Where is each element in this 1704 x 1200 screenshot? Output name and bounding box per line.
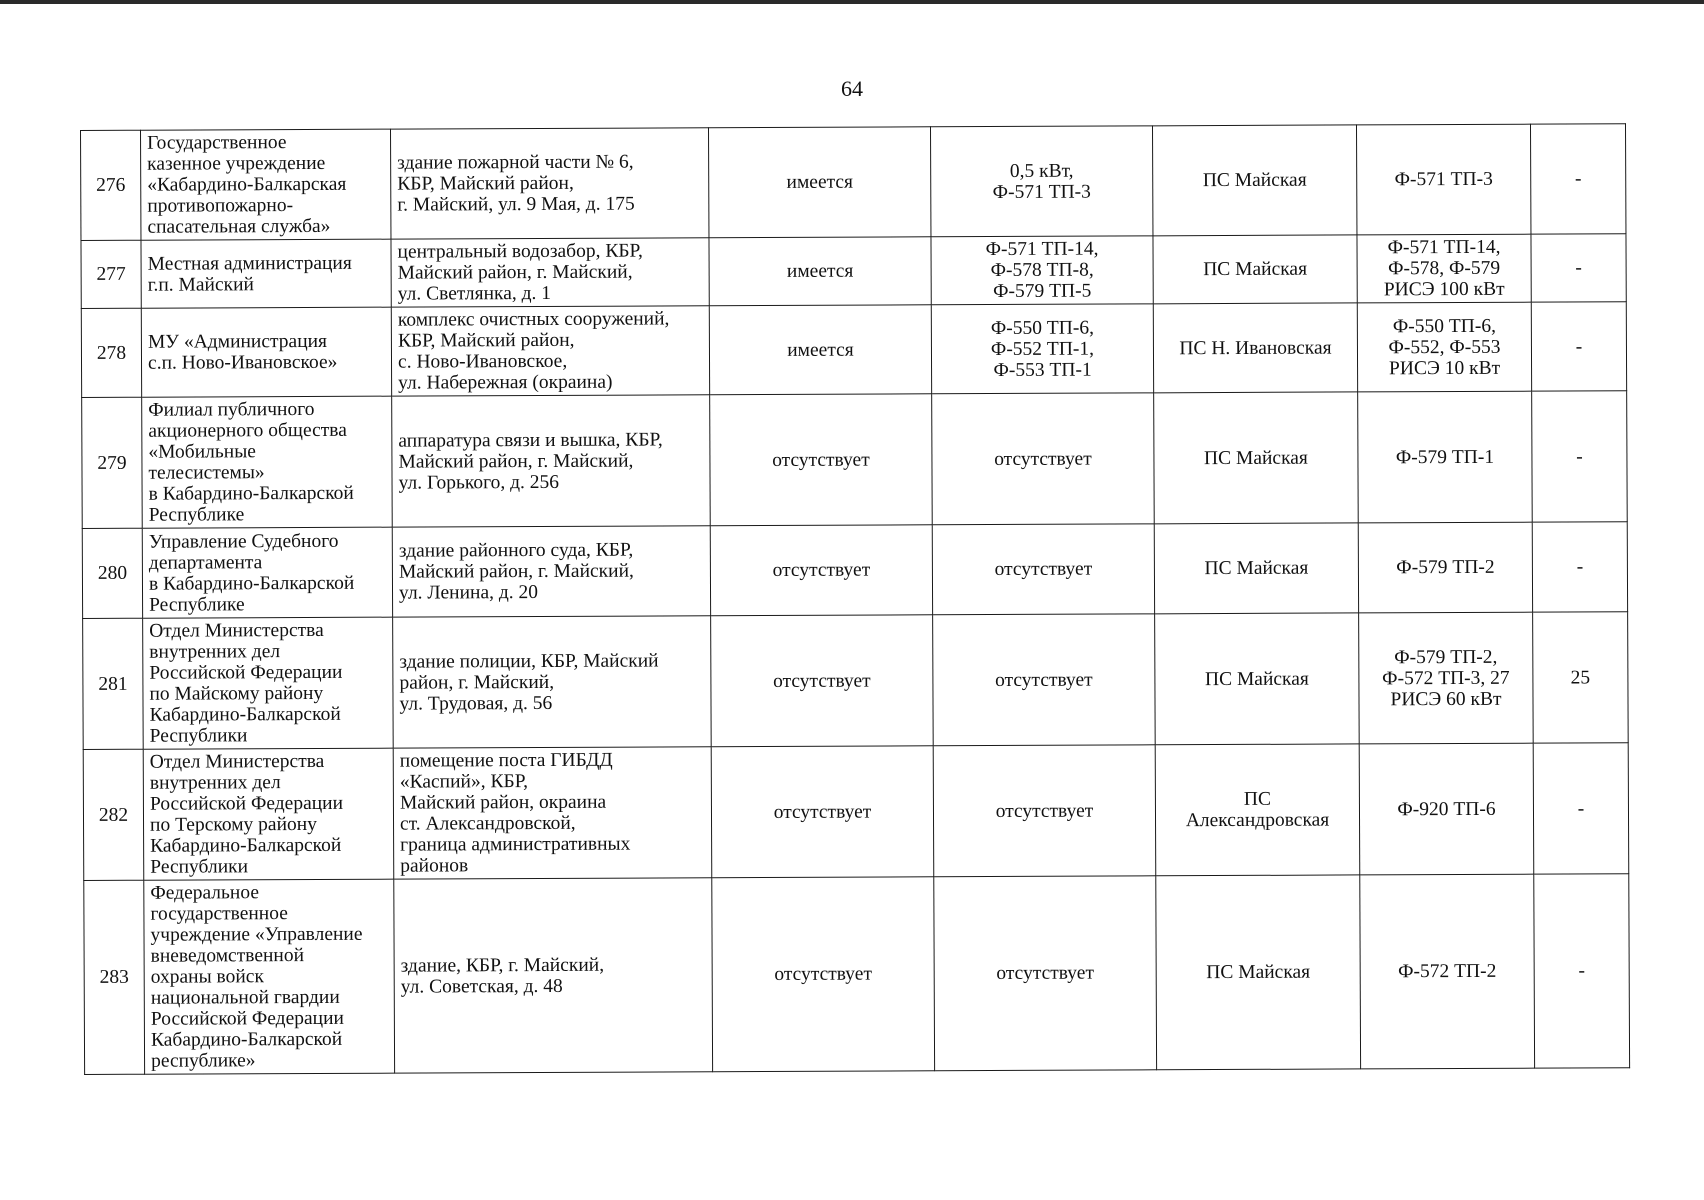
cell-text-line: Отдел Министерства [149, 750, 325, 773]
table-row [81, 234, 1626, 309]
cell-text-line: ПС Майская [1203, 258, 1308, 281]
feeder-cell [1356, 124, 1530, 235]
cell-text-line: КБР, Майский район, [397, 329, 575, 352]
cell-text-line: национальной гвардии [150, 986, 340, 1009]
cell-text-line: департамента [148, 551, 263, 574]
cell-text-line: государственное [150, 903, 288, 925]
cell-text-line: ПС Н. Ивановская [1179, 337, 1332, 359]
cell-text-line: здание пожарной части № 6, [397, 151, 634, 174]
feeder-cell [1359, 612, 1534, 744]
cell-text-line: ул. Горького, д. 256 [398, 471, 560, 494]
cell-text-line: внутренних дел [149, 772, 281, 794]
cell-text-line: г.п. Майский [147, 273, 255, 296]
address-cell [394, 878, 713, 1073]
cell-text-line: ул. Набережная (окраина) [398, 371, 613, 394]
organization-cell [142, 396, 393, 528]
address-cell [391, 238, 709, 307]
cell-text-line: Местная администрация [147, 252, 352, 275]
row-number-cell: 281 [83, 618, 144, 749]
cell-text-line: Кабардино-Балкарской [149, 703, 341, 726]
status-cell [712, 877, 935, 1072]
table-row [83, 743, 1629, 881]
cell-text-line: имеется [786, 171, 854, 193]
cell-text-line: имеется [787, 339, 854, 361]
row-number-cell: 282 [83, 749, 144, 880]
extra-cell [1530, 124, 1625, 234]
table-row [81, 302, 1626, 398]
cell-text-line: Ф-579 ТП-1 [1395, 446, 1495, 468]
address-cell [391, 306, 709, 396]
cell-text-line: комплекс очистных сооружений, [397, 308, 670, 331]
data-table [80, 123, 1630, 1075]
cell-text-line: ул. Светлянка, д. 1 [397, 282, 552, 305]
cell-text-line: отсутствует [996, 962, 1095, 985]
power-cell [931, 304, 1153, 394]
cell-text-line: ПС Майская [1206, 961, 1311, 984]
substation-cell [1152, 125, 1356, 236]
row-number-cell: 278 [81, 308, 141, 397]
cell-text-line: ПС [1243, 788, 1272, 810]
cell-text-line: ул. Трудовая, д. 56 [399, 692, 553, 715]
cell-text-line: в Кабардино-Балкарской [148, 572, 355, 595]
cell-text-line: Ф-550 ТП-6, [1392, 315, 1496, 337]
cell-text-line: 25 [1570, 666, 1591, 689]
cell-text-line: - [1577, 797, 1585, 819]
substation-cell [1155, 744, 1360, 876]
cell-text-line: по Майскому району [149, 682, 324, 705]
cell-text-line: Ф-572 ТП-2 [1397, 960, 1497, 983]
cell-text-line: Майский район, г. Майский, [398, 450, 634, 473]
cell-text-line: Кабардино-Балкарской [150, 834, 342, 857]
cell-text-line: Кабардино-Балкарской [150, 1028, 343, 1051]
row-number-cell: 283 [84, 880, 145, 1074]
status-cell [711, 615, 934, 747]
feeder-cell [1359, 743, 1534, 875]
extra-cell [1533, 612, 1629, 743]
cell-text-line: - [1576, 445, 1583, 467]
extra-cell [1532, 391, 1628, 522]
organization-cell [141, 239, 391, 308]
cell-text-line: Российской Федерации [150, 1007, 345, 1030]
cell-text-line: РИСЭ 100 кВт [1383, 278, 1505, 301]
cell-text-line: отсутствует [995, 800, 1094, 822]
address-cell [393, 747, 712, 879]
cell-text-line: Российской Федерации [149, 792, 344, 815]
cell-text-line: Республике [148, 504, 245, 526]
cell-text-line: граница административных [400, 833, 631, 856]
cell-text-line: «Каспий», КБР, [399, 771, 529, 793]
cell-text-line: Ф-571 ТП-14, [985, 238, 1099, 261]
status-cell [709, 305, 931, 395]
cell-text-line: Майский район, г. Майский, [398, 560, 634, 583]
cell-text-line: РИСЭ 60 кВт [1390, 688, 1502, 710]
cell-text-line: Майский район, г. Майский, [397, 261, 633, 284]
organization-cell [144, 879, 395, 1074]
substation-cell [1153, 303, 1357, 393]
cell-text-line: Ф-552 ТП-1, [990, 338, 1095, 360]
cell-text-line: в Кабардино-Балкарской [148, 482, 354, 505]
cell-text-line: Ф-579 ТП-5 [993, 280, 1092, 303]
substation-cell [1154, 523, 1358, 614]
cell-text-line: отсутствует [772, 559, 871, 581]
cell-text-line: отсутствует [995, 669, 1093, 691]
cell-text-line: Ф-579 ТП-2, [1394, 646, 1498, 668]
organization-cell [142, 527, 392, 618]
power-cell [934, 876, 1157, 1071]
cell-text-line: Федеральное [150, 882, 260, 904]
cell-text-line: Ф-578 ТП-8, [990, 259, 1094, 282]
table-row [81, 124, 1626, 241]
power-cell [932, 524, 1154, 615]
power-cell [933, 745, 1156, 877]
organization-cell [143, 617, 394, 749]
organization-cell [141, 129, 391, 240]
extra-cell [1531, 302, 1626, 391]
cell-text-line: - [1575, 335, 1583, 357]
cell-text-line: районов [400, 855, 469, 877]
table-row [84, 874, 1630, 1075]
cell-text-line: ул. Ленина, д. 20 [398, 582, 539, 604]
substation-cell [1155, 613, 1360, 745]
cell-text-line: Республики [150, 856, 249, 878]
cell-text-line: спасательная служба» [147, 215, 331, 238]
cell-text-line: отсутствует [773, 801, 872, 823]
cell-text-line: по Терскому району [149, 813, 317, 836]
cell-text-line: центральный водозабор, КБР, [397, 240, 643, 263]
power-cell [932, 393, 1155, 525]
row-number-cell: 279 [82, 397, 143, 528]
cell-text-line: Александровская [1185, 809, 1330, 832]
cell-text-line: Республике [149, 593, 245, 616]
feeder-cell [1357, 234, 1531, 303]
cell-text-line: аппаратура связи и вышка, КБР, [398, 428, 663, 452]
organization-cell [143, 748, 394, 880]
cell-text-line: имеется [786, 260, 854, 282]
cell-text-line: помещение поста ГИБДД [399, 749, 613, 772]
cell-text-line: ст. Александровской, [399, 812, 576, 835]
cell-text-line: отсутствует [994, 558, 1093, 581]
extra-cell [1532, 522, 1627, 612]
cell-text-line: охраны войск [150, 966, 264, 988]
cell-text-line: акционерного общества [148, 419, 347, 442]
cell-text-line: Ф-553 ТП-1 [993, 359, 1092, 381]
cell-text-line: отсутствует [772, 449, 870, 471]
status-cell [710, 394, 933, 526]
page-number: 64 [841, 76, 863, 101]
cell-text-line: КБР, Майский район, [397, 172, 574, 195]
cell-text-line: Ф-552, Ф-553 [1388, 336, 1501, 358]
cell-text-line: вневедомственной [150, 945, 305, 967]
cell-text-line: здание районного суда, КБР, [398, 539, 634, 562]
cell-text-line: Ф-572 ТП-3, 27 [1382, 667, 1510, 689]
extra-cell [1531, 234, 1626, 302]
feeder-cell [1360, 874, 1535, 1069]
address-cell [390, 128, 708, 239]
cell-text-line: Республики [149, 725, 248, 747]
cell-text-line: ПС Майская [1203, 447, 1308, 469]
table-row [82, 391, 1628, 529]
cell-text-line: учреждение «Управление [150, 923, 363, 946]
cell-text-line: противопожарно- [147, 195, 294, 217]
cell-text-line: телесистемы» [148, 462, 265, 484]
power-cell [930, 126, 1152, 237]
feeder-cell [1358, 522, 1532, 613]
status-cell [709, 237, 931, 306]
cell-text-line: - [1576, 556, 1584, 578]
cell-text-line: Управление Судебного [148, 530, 339, 553]
extra-cell [1534, 874, 1630, 1068]
substation-cell [1154, 392, 1359, 524]
row-number-cell: 276 [81, 130, 141, 240]
cell-text-line: здание, КБР, г. Майский, [400, 954, 605, 977]
cell-text-line: Ф-571 ТП-3 [992, 181, 1091, 203]
cell-text-line: ул. Советская, д. 48 [400, 975, 563, 998]
cell-text-line: казенное учреждение [147, 152, 326, 175]
extra-cell [1533, 743, 1629, 874]
scan-top-edge [0, 0, 1704, 4]
cell-text-line: Ф-920 ТП-6 [1397, 798, 1496, 820]
cell-text-line: с. Ново-Ивановское, [397, 350, 568, 373]
substation-cell [1153, 235, 1357, 304]
cell-text-line: МУ «Администрация [147, 330, 328, 353]
cell-text-line: Филиал публичного [148, 398, 315, 421]
cell-text-line: Ф-578, Ф-579 [1388, 257, 1501, 280]
power-cell [931, 236, 1153, 305]
cell-text-line: Ф-571 ТП-14, [1387, 236, 1501, 259]
table-row [82, 522, 1627, 619]
cell-text-line: ПС Майская [1204, 557, 1309, 580]
cell-text-line: «Мобильные [148, 441, 256, 463]
address-cell [392, 395, 711, 527]
organization-cell [141, 307, 391, 397]
power-cell [933, 614, 1156, 746]
row-number-cell: 277 [81, 240, 141, 308]
address-cell [393, 616, 712, 748]
cell-text-line: Государственное [147, 132, 287, 154]
status-cell [711, 746, 934, 878]
cell-text-line: внутренних дел [149, 641, 281, 663]
cell-text-line: «Кабардино-Балкарская [147, 173, 347, 196]
cell-text-line: отсутствует [774, 963, 873, 985]
cell-text-line: г. Майский, ул. 9 Мая, д. 175 [397, 193, 635, 216]
address-cell [392, 526, 710, 617]
cell-text-line: 0,5 кВт, [1009, 160, 1074, 182]
feeder-cell [1358, 391, 1533, 523]
cell-text-line: РИСЭ 10 кВт [1388, 357, 1501, 379]
feeder-cell [1357, 302, 1531, 392]
cell-text-line: Ф-550 ТП-6, [990, 317, 1094, 339]
cell-text-line: отсутствует [773, 670, 871, 692]
substation-cell [1156, 875, 1361, 1070]
cell-text-line: ПС Майская [1204, 668, 1309, 690]
cell-text-line: район, г. Майский, [399, 671, 555, 694]
cell-text-line: Российской Федерации [149, 661, 343, 684]
cell-text-line: с.п. Ново-Ивановское» [147, 351, 338, 374]
cell-text-line: ПС Майская [1202, 169, 1307, 192]
cell-text-line: Ф-579 ТП-2 [1396, 556, 1495, 579]
cell-text-line: Отдел Министерства [149, 619, 324, 642]
status-cell [708, 127, 930, 238]
cell-text-line: отсутствует [994, 448, 1092, 470]
cell-text-line: - [1578, 960, 1585, 982]
cell-text-line: - [1575, 257, 1582, 279]
status-cell [710, 525, 932, 616]
cell-text-line: республике» [151, 1050, 256, 1072]
cell-text-line: Майский район, окраина [399, 791, 607, 814]
row-number-cell: 280 [82, 528, 142, 618]
cell-text-line: здание полиции, КБР, Майский [399, 649, 659, 673]
cell-text-line: Ф-571 ТП-3 [1394, 168, 1493, 191]
table-row [83, 612, 1629, 750]
cell-text-line: - [1574, 168, 1582, 190]
